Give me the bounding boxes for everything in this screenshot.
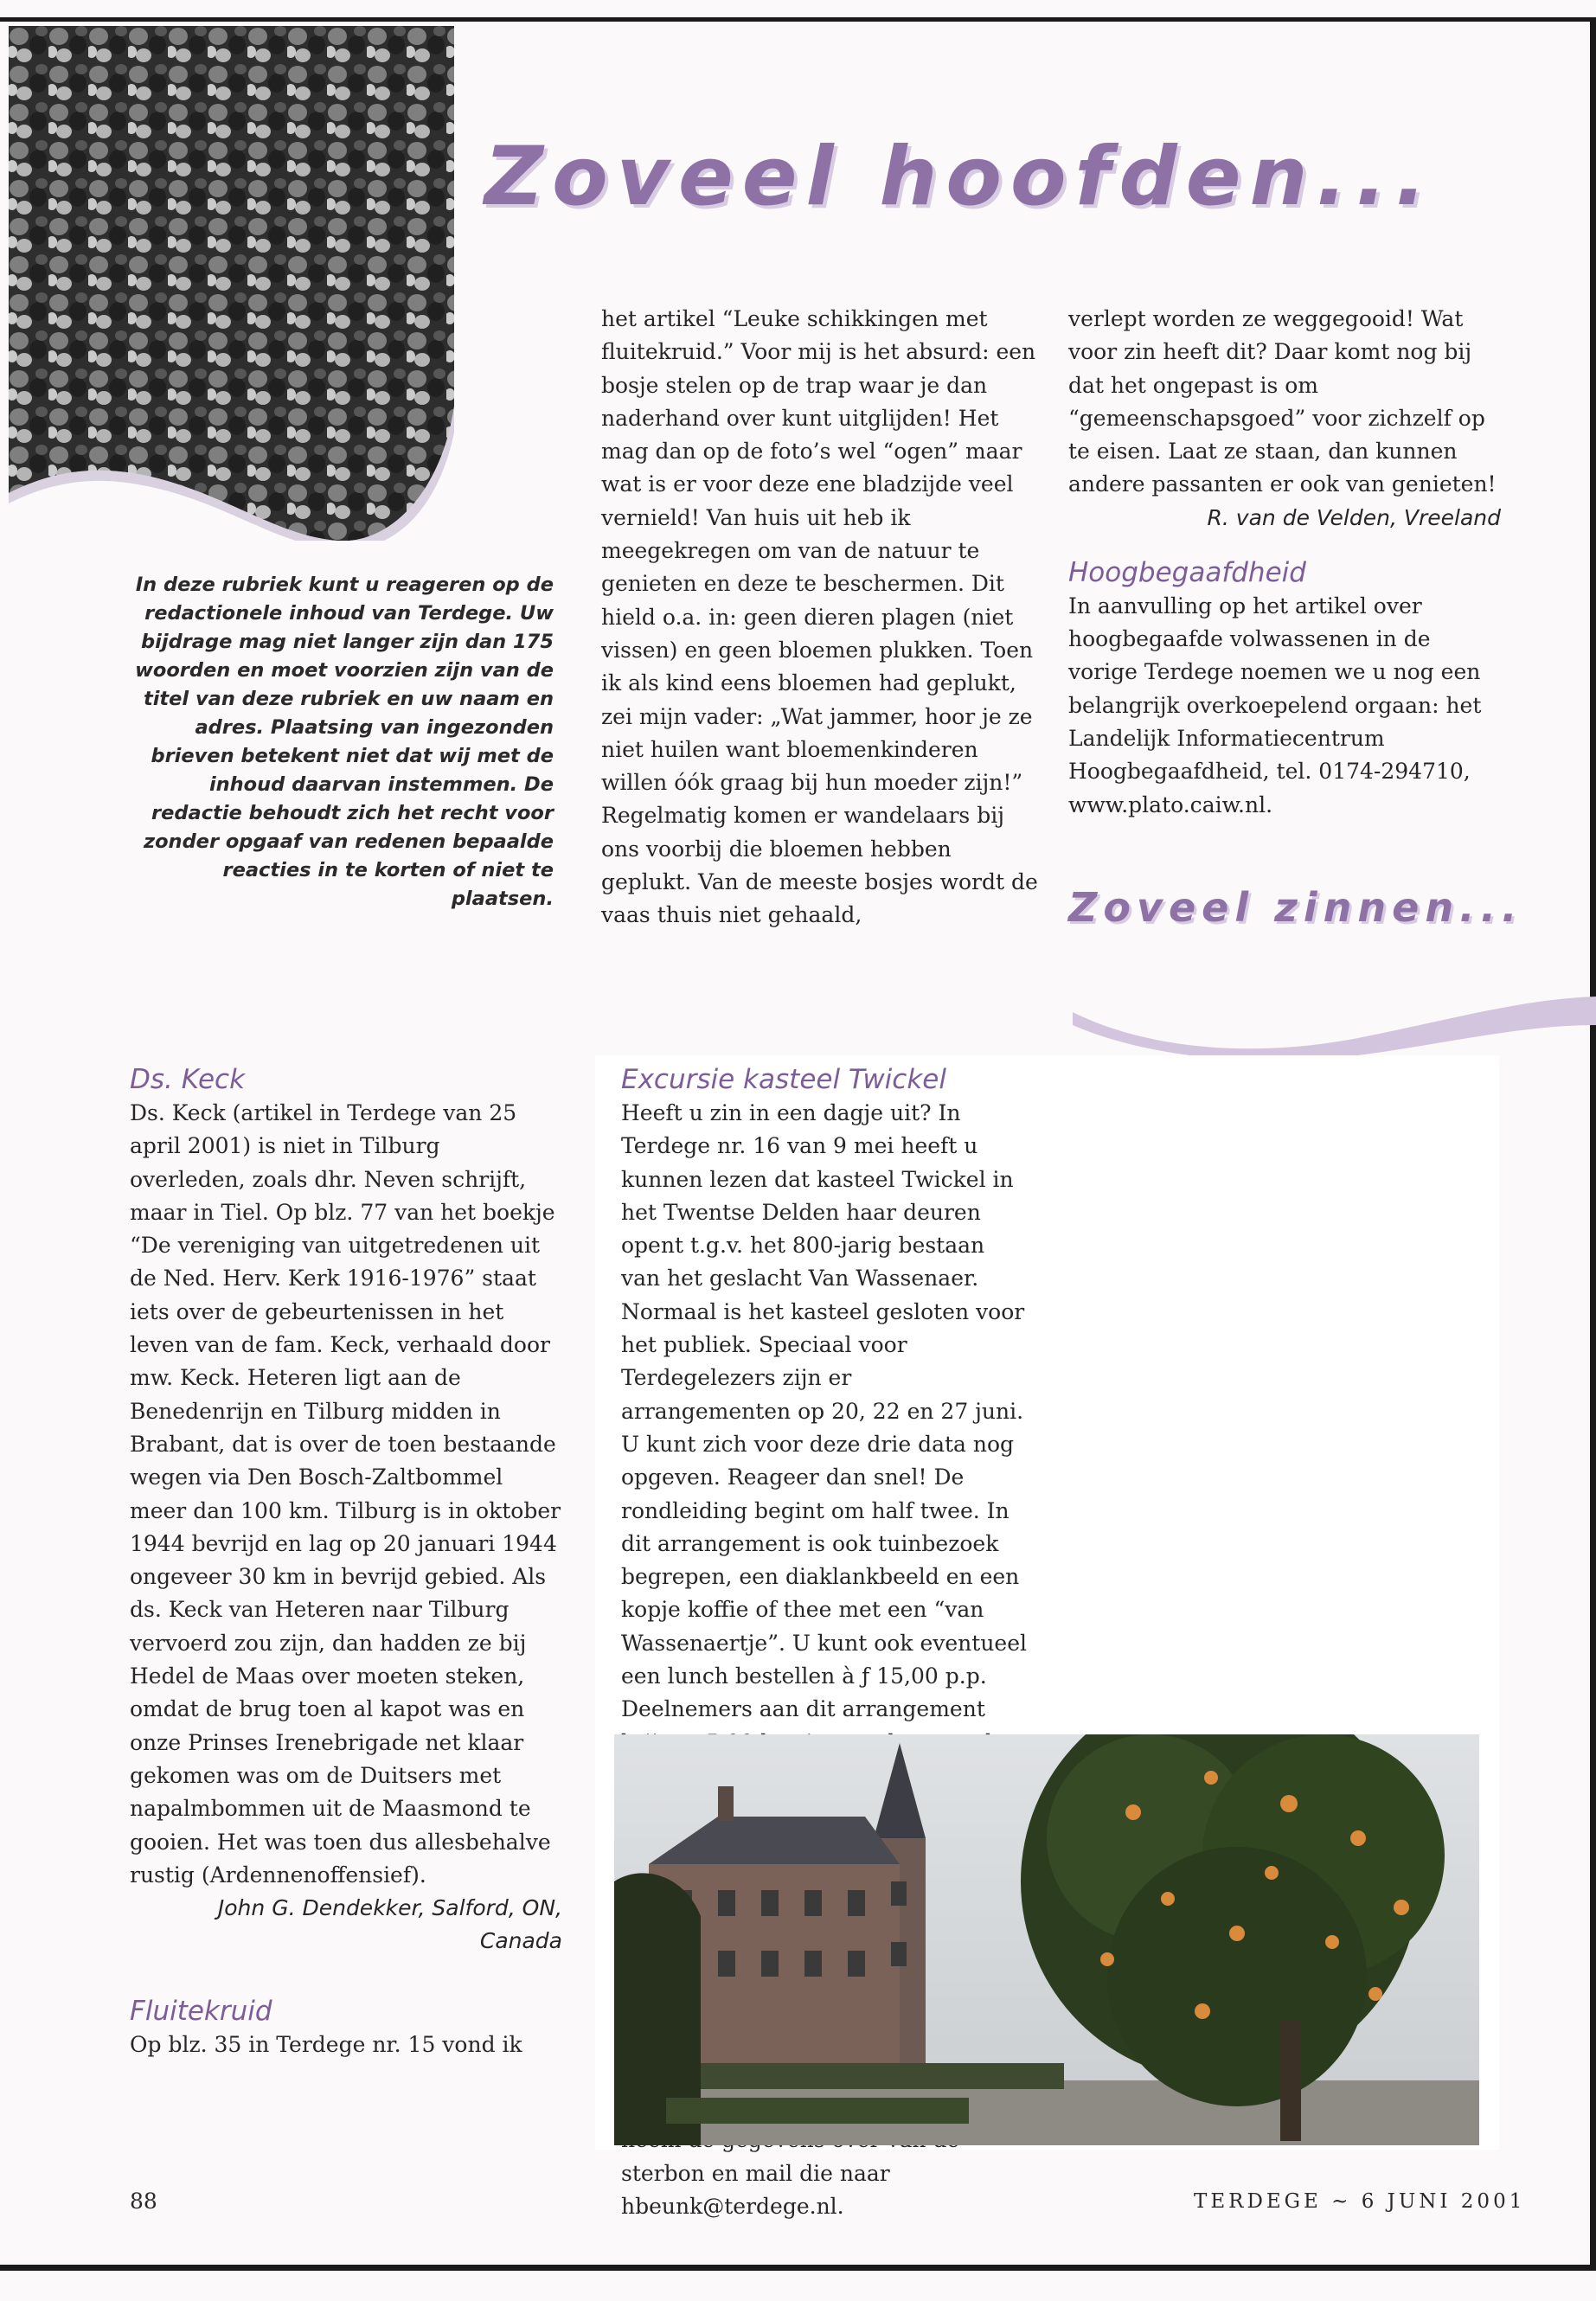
crowd-photo: [9, 26, 454, 541]
intro-text: In deze rubriek kunt u reageren op de redactionele inhoud van Terdege. Uw bijdrage mag niet langer zijn dan 175 woorden en moet voorzien zijn van de titel van deze rubriek en uw naam en adres. Plaatsing van ingezonden brieven betekent niet dat wij met de inhoud daarvan instemmen. De redactie behoudt zich het recht voor zonder opgaaf van redenen bepaalde reacties in te korten of niet te plaatsen.: [135, 574, 554, 910]
right-column-top: [1068, 303, 1501, 822]
bottom-border: [0, 2265, 1596, 2271]
fluitekruid-paragraph-3: verlept worden ze weggegooid! Wat voor zin heeft dit? Daar komt nog bij dat het ongepast is om “gemeenschapsgoed” voor zichzelf op te eisen. Laat ze staan, dan kunnen andere passanten er ook van genieten!: [1068, 306, 1497, 497]
section-title-zinnen: Zoveel zinnen...: [1068, 884, 1523, 931]
fluitekruid-continued: [601, 303, 1042, 933]
fluitekruid-paragraph-2: Regelmatig komen er wandelaars bij ons voorbij die bloemen hebben geplukt. Van de meeste bosjes wordt de vaas thuis niet gehaald,: [601, 803, 1038, 928]
excursie-text-c: sterbon en mail die naar hbeunk@terdege.nl.: [621, 2160, 890, 2219]
keck-signature-line1: John G. Dendekker, Salford, ON,: [217, 1895, 562, 1921]
hoogbegaafdheid-body: In aanvulling op het artikel over hoogbegaafde volwassenen in de vorige Terdege noemen we u nog een belangrijk overkoepelend orgaan: het Landelijk Informatiecentrum Hoogbegaafdheid, tel. 0174-294710, www.plato.caiw.nl.: [1068, 593, 1482, 817]
keck-heading: Ds. Keck: [130, 1064, 246, 1095]
excursie-paragraph-1: [621, 1097, 1028, 1826]
excursie-body-1: Heeft u zin in een dagje uit? In Terdege nr. 16 van 9 mei heeft u kunnen lezen dat kasteel Twickel in het Twentse Delden haar deuren opent t.g.v. het 800-jarig bestaan van het geslacht Van Wassenaer. Normaal is het kasteel gesloten voor het publiek. Speciaal voor Terdegelezers zijn er arrangementen op 20, 22 en 27 juni. U kunt zich voor deze drie data nog opgeven. Reageer dan snel! De rondleiding begint om half twee. In dit arrangement is ook tuinbezoek begrepen, een diaklankbeeld en een kopje koffie of thee met een “van Wassenaertje”. U kunt ook eventueel een lunch bestellen à ƒ 15,00 p.p. Deelnemers aan dit arrangement: [621, 1100, 1028, 1722]
magazine-footer: TERDEGE ~ 6 JUNI 2001: [1194, 2190, 1526, 2213]
fluitekruid-paragraph-1: het artikel “Leuke schikkingen met fluitekruid.” Voor mij is het absurd: een bosje stelen op de trap waar je dan naderhand over kunt uitglijden! Het mag dan op de foto’s wel “ogen” maar wat is er voor deze ene bladzijde veel vernield! Van huis uit heb ik meegekregen om van de natuur te genieten en deze te beschermen. Dit hield o.a. in: geen dieren plagen (niet vissen) en geen bloemen plukken. Toen ik als kind eens bloemen had geplukt, zei mijn vader: „Wat jammer, hoor je ze niet huilen want bloemenkinderen willen óók graag bij hun moeder zijn!”: [601, 306, 1036, 796]
left-column-bottom: [130, 1062, 562, 2061]
page-title: Zoveel hoofden...: [484, 130, 1435, 224]
hoogbegaafdheid-heading: Hoogbegaafdheid: [1068, 556, 1306, 588]
fluitekruid-heading: Fluitekruid: [130, 1996, 272, 2028]
right-border: [1590, 17, 1596, 2271]
page-number: 88: [130, 2189, 157, 2214]
excursie-heading: Excursie kasteel Twickel: [621, 1064, 946, 1095]
keck-signature-line2: Canada: [479, 1928, 562, 1954]
decorative-wave: [1073, 977, 1596, 1055]
castle-twickel-photo: [614, 1734, 1479, 2145]
fluitekruid-intro: Op blz. 35 in Terdege nr. 15 vond ik: [130, 2032, 522, 2058]
top-border: [0, 17, 1596, 22]
fluitekruid-signature: R. van de Velden, Vreeland: [1207, 504, 1501, 530]
keck-body: Ds. Keck (artikel in Terdege van 25 april 2001) is niet in Tilburg overleden, zoals dhr. Neven schrijft, maar in Tiel. Op blz. 77 van het boekje “De vereniging van uitgetredenen uit de Ned. Herv. Kerk 1916-1976” staat iets over de gebeurtenissen in het leven van de fam. Keck, verhaald door mw. Keck. Heteren ligt aan de Benedenrijn en Tilburg midden in Brabant, dat is over de toen bestaande wegen via Den Bosch-Zaltbommel meer dan 100 km. Tilburg is in oktober 1944 bevrijd en lag op 20 januari 1944 ongeveer 30 km in bevrijd gebied. Als ds. Keck van Heteren naar Tilburg vervoerd zou zijn, dan hadden ze bij Hedel de Maas over moeten steken, omdat de brug toen al kapot was en onze Prinses Irenebrigade net klaar gekomen was om de Duitsers met napalmbommen uit de Maasmond te gooien. Het was toen dus allesbehalve rustig (Ardennenoffensief).: [130, 1100, 561, 1888]
